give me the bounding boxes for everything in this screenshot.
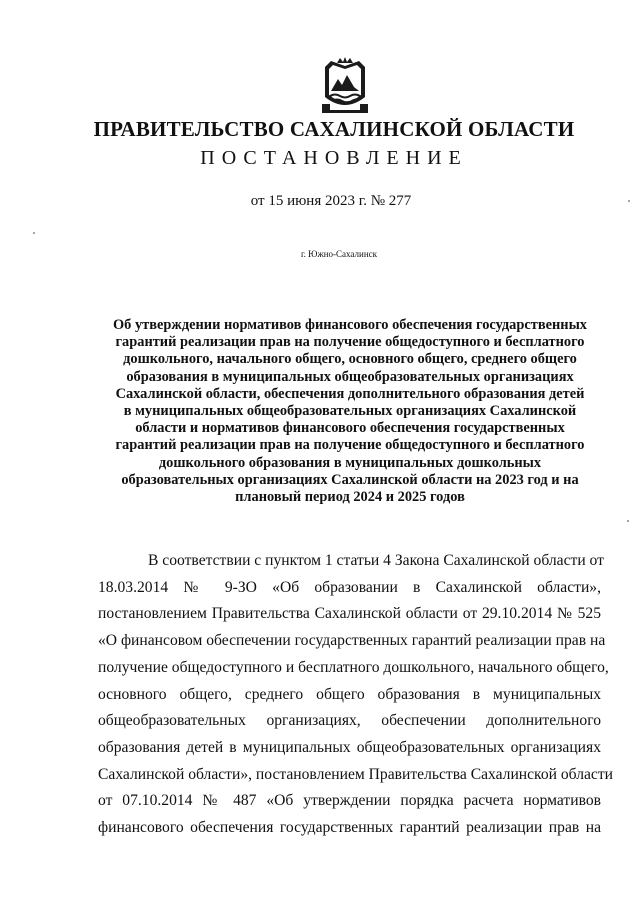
document-date-number: от 15 июня 2023 г. № 277 — [250, 193, 412, 209]
heading-line: образования в муниципальных общеобразовательных организациях — [126, 368, 574, 385]
body-line: 18.03.2014 № 9-ЗО «Об образовании в Сахалинской области», — [98, 578, 601, 596]
body-line: образования детей в муниципальных общеобразовательных организациях — [98, 738, 601, 756]
heading-line: дошкольного, начального общего, основного общего, среднего общего — [123, 351, 577, 368]
document-city: г. Южно-Сахалинск — [300, 249, 377, 259]
body-line: В соответствии с пунктом 1 статьи 4 Закона Сахалинской области от — [148, 552, 604, 569]
heading-line: плановый период 2024 и 2025 годов — [235, 489, 465, 506]
heading-line: гарантий реализации прав на получение общедоступного и бесплатного — [115, 334, 585, 351]
document-body — [98, 548, 614, 842]
heading-line: образовательных организациях Сахалинской области на 2023 год и на — [121, 471, 579, 488]
body-line: финансового обеспечения государственных гарантий реализации прав на — [98, 819, 601, 837]
body-line: получение общедоступного и бесплатного дошкольного, начального общего, — [98, 658, 609, 676]
body-line: постановлением Правительства Сахалинской области от 29.10.2014 № 525 — [98, 605, 601, 623]
body-line: «О финансовом обеспечении государственных гарантий реализации прав на — [98, 632, 606, 650]
sakhalin-coat-of-arms-icon — [318, 57, 372, 115]
document-heading — [96, 317, 604, 506]
heading-line: гарантий реализации прав на получение общедоступного и бесплатного — [115, 437, 585, 454]
heading-line: в муниципальных общеобразовательных организациях Сахалинской — [123, 403, 577, 420]
document-type: ПОСТАНОВЛЕНИЕ — [200, 147, 468, 169]
heading-line: области и нормативов финансового обеспечения государственных — [135, 420, 565, 437]
body-line: Сахалинской области», постановлением Правительства Сахалинской области — [98, 765, 614, 783]
body-line: от 07.10.2014 № 487 «Об утверждении порядка расчета нормативов — [98, 792, 601, 810]
heading-line: Сахалинской области, обеспечения дополнительного образования детей — [115, 385, 585, 402]
body-line: общеобразовательных организациях, обеспечении дополнительного — [98, 712, 601, 730]
government-title: ПРАВИТЕЛЬСТВО САХАЛИНСКОЙ ОБЛАСТИ — [93, 117, 575, 141]
body-line: основного общего, среднего общего образования в муниципальных — [98, 685, 601, 703]
scan-speck — [627, 520, 629, 522]
heading-line: дошкольного образования в муниципальных дошкольных — [158, 454, 542, 471]
scan-speck — [628, 200, 630, 202]
scan-speck — [33, 232, 35, 234]
heading-line: Об утверждении нормативов финансового обеспечения государственных — [112, 317, 588, 333]
